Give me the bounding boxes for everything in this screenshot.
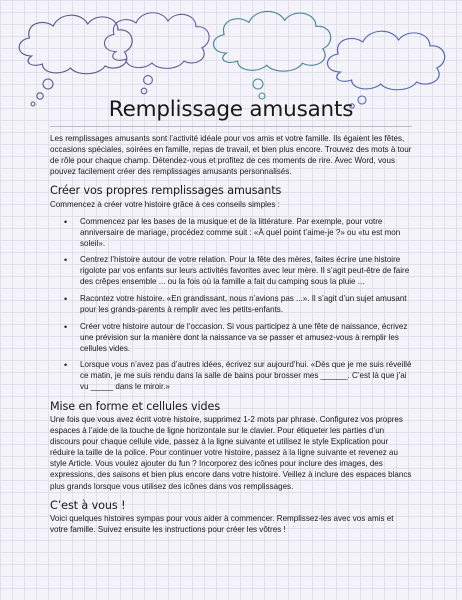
your-turn-paragraph: Voici quelques histoires sympas pour vous aider à commencer. Remplissez-les avec vos amis et votre famille. Suivez ensuite les instructions pour créer les vôtres ! <box>50 514 394 535</box>
page-title: Remplissage amusants <box>108 97 354 122</box>
bullet-icon: • <box>64 255 68 266</box>
list-item <box>64 254 412 287</box>
bullet-icon: • <box>64 293 68 304</box>
bullet-icon: • <box>64 216 68 227</box>
thought-clouds-banner <box>0 0 462 110</box>
bullet-icon: • <box>64 360 68 371</box>
section-heading-your-turn: C’est à vous ! <box>50 498 126 512</box>
list-item-text: Racontez votre histoire. «En grandissant, nous n’avions pas ...». Il s’agit d’un sujet amusant pour les grands-parents à remplir avec les petits-enfants. <box>80 293 407 315</box>
thought-cloud-icon <box>214 11 331 99</box>
thought-cloud-icon <box>19 15 132 106</box>
section-lead: Commencez à créer votre histoire grâce à ces conseils simples : <box>50 199 280 209</box>
list-item <box>64 321 412 354</box>
formatting-paragraph: Une fois que vous avez écrit votre histoire, supprimez 1-2 mots par phrase. Configurez vos propres espaces à l’aide de la touche de ligne horizontale sur le clavier. Pour étiqueter les parties d’un discours pour chaque cellule vide, passez à la ligne suivante et utilisez le style Explication pour réduire la taille de la police. Pour continuer votre histoire, passez à la ligne suivante et revenez au style Article. Vous voulez ajouter du fun ? Incorporez des icônes pour inclure des images, des expressions, des saisons et bien plus encore dans votre histoire. Veillez à inclure des espaces blancs plus grands lorsque vous utilisez des icônes dans vos remplissages. <box>50 414 412 491</box>
list-item <box>64 359 412 392</box>
tips-list <box>50 216 412 393</box>
list-item-text: Commencez par les bases de la musique et de la littérature. Par exemple, pour votre anniversaire de mariage, procédez comme suit : «À quel point t’aime-je ?» ou «tu est mon soleil». <box>80 216 401 248</box>
title-divider <box>50 126 412 127</box>
intro-paragraph: Les remplissages amusants sont l’activité idéale pour vos amis et votre famille. Ils égaient les fêtes, occasions spéciales, soirées en famille, repas de travail, et bien plus encore. Trouvez des mots à tour de rôle pour chaque champ. Détendez-vous et profitez de ces moments de rire. Avec Word, vous pouvez facilement créer des remplissages amusants personnalisés. <box>50 133 412 176</box>
list-item-text: Lorsque vous n’avez pas d’autres idées, écrivez sur aujourd’hui. «Dès que je me suis réveillé ce matin, je me suis rendu dans la salle de bains pour brosser mes ______. C’est là que j’ai vu _____ dans le miroir.» <box>80 360 412 392</box>
list-item-text: Créer votre histoire autour de l’occasion. Si vous participez à une fête de naissance, écrivez une prévision sur la manière dont la naissance va se passer et amusez-vous à remplir les cellules vides. <box>80 321 408 353</box>
list-item-text: Centrez l’histoire autour de votre relation. Pour la fête des mères, faites écrire une histoire rigolote par vos enfants sur leurs activités favorites avec leur mère. Il s’agit peut-être de faire des crêpes ensemble ... ou la fois où la famille a fait du camping sous la pluie ... <box>80 255 410 287</box>
document-body <box>50 98 412 535</box>
section-heading-create: Créer vos propres remplissages amusants <box>50 184 282 198</box>
list-item <box>64 293 412 315</box>
thought-cloud-icon <box>104 13 209 94</box>
bullet-icon: • <box>64 321 68 332</box>
section-heading-formatting: Mise en forme et cellules vides <box>50 399 221 413</box>
list-item <box>64 216 412 249</box>
